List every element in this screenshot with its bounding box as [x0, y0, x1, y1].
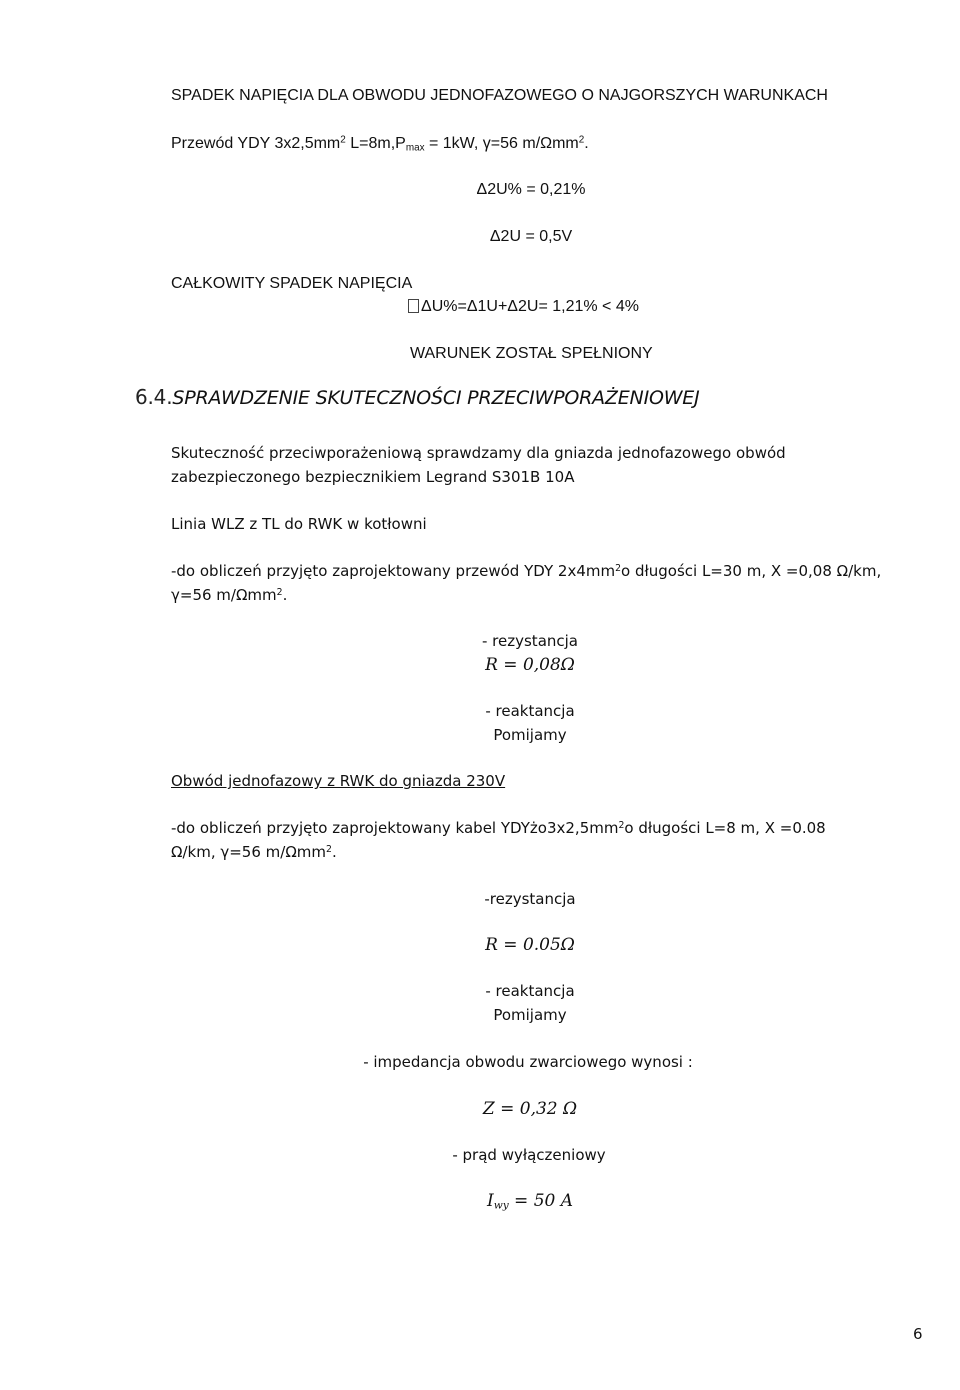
trip-current-symbol: I: [486, 1191, 494, 1211]
condition-result: WARUNEK ZOSTAŁ SPEŁNIONY: [410, 345, 653, 362]
wlz-spec-pre: -do obliczeń przyjęto zaprojektowany przewód YDY 2x4mm: [171, 562, 616, 580]
circuit-spec2-end: .: [331, 843, 337, 861]
circuit-label: Obwód jednofazowy z RWK do gniazda 230V: [171, 772, 506, 790]
circuit-reactance-value: Pomijamy: [493, 1006, 567, 1024]
circuit-spec-line-2: [171, 843, 337, 861]
cable-spec-sup: 2: [340, 134, 346, 146]
page-number: 6: [913, 1325, 923, 1343]
section-title: SPRAWDZENIE SKUTECZNOŚCI PRZECIWPORAŻENIOWEJ: [172, 387, 700, 409]
circuit-spec-post: o długości L=8 m, X =0.08: [624, 819, 826, 837]
impedance-value: [483, 1099, 577, 1119]
impedance-label: - impedancja obwodu zwarciowego wynosi :: [363, 1053, 693, 1071]
intro-line-2: zabezpieczonego bezpiecznikiem Legrand S301B 10A: [171, 468, 575, 486]
wlz-reactance-value: Pomijamy: [493, 726, 567, 744]
total-drop-formula-text: ΔU%=Δ1U+Δ2U= 1,21% < 4%: [421, 298, 639, 315]
intro-line-1: Skuteczność przeciwporażeniową sprawdzamy dla gniazda jednofazowego obwód: [171, 444, 786, 462]
d2u-percent: Δ2U% = 0,21%: [476, 181, 586, 198]
trip-current-sub: wy: [493, 1199, 509, 1212]
impedance-formula: Z = 0,32 Ω: [482, 1099, 578, 1119]
wlz-spec-line-2: [171, 586, 287, 604]
trip-current-rest: = 50 A: [508, 1191, 574, 1211]
circuit-spec2-text: Ω/km, γ=56 m/Ωmm: [171, 843, 327, 861]
circuit-spec2-sup: 2: [326, 843, 332, 855]
cable-spec-prefix: Przewód YDY 3x2,5mm: [171, 135, 341, 152]
wlz-spec2-end: .: [282, 586, 288, 604]
circuit-resistance-formula: R = 0.05Ω: [485, 935, 575, 955]
wlz-spec-post: o długości L=30 m, X =0,08 Ω/km,: [621, 562, 882, 580]
circuit-spec-pre: -do obliczeń przyjęto zaprojektowany kabel YDYżo3x2,5mm: [171, 819, 619, 837]
d2u-volt: Δ2U = 0,5V: [489, 228, 573, 245]
total-drop-label: CAŁKOWITY SPADEK NAPIĘCIA: [171, 275, 413, 292]
trip-current-value: [487, 1191, 573, 1211]
total-drop-formula: [408, 297, 639, 316]
circuit-resistance-value: [485, 935, 575, 955]
wlz-resistance-label: - rezystancja: [482, 632, 578, 650]
trip-current-label: - prąd wyłączeniowy: [452, 1146, 606, 1164]
section-number: 6.4.: [135, 385, 173, 409]
wlz-spec2-sup: 2: [276, 586, 283, 598]
wlz-spec-line-1: [171, 562, 881, 580]
cable-spec-end: .: [584, 135, 589, 152]
circuit-resistance-label: -rezystancja: [484, 890, 576, 908]
wlz-reactance-label: - reaktancja: [485, 702, 575, 720]
wlz-resistance-formula: R = 0,08Ω: [485, 655, 575, 675]
circuit-reactance-label: - reaktancja: [485, 982, 575, 1000]
wlz-resistance-value: [485, 655, 575, 675]
cable-spec-mid: L=8m,P: [345, 135, 406, 152]
wlz-line-label: Linia WLZ z TL do RWK w kotłowni: [171, 515, 427, 533]
section-heading: [135, 385, 700, 410]
circuit-spec-sup: 2: [618, 819, 625, 831]
cable-spec-sub: max: [405, 142, 425, 154]
cable-spec-suffix: = 1kW, γ=56 m/Ωmm: [424, 135, 579, 152]
missing-glyph-icon: [408, 299, 419, 313]
voltage-drop-title: SPADEK NAPIĘCIA DLA OBWODU JEDNOFAZOWEGO O NAJGORSZYCH WARUNKACH: [171, 87, 828, 104]
cable-spec-sup2: 2: [578, 134, 585, 146]
cable-spec-line: [171, 134, 589, 153]
wlz-spec-sup: 2: [615, 562, 622, 574]
circuit-spec-line-1: [171, 819, 826, 837]
wlz-spec2-text: γ=56 m/Ωmm: [171, 586, 277, 604]
